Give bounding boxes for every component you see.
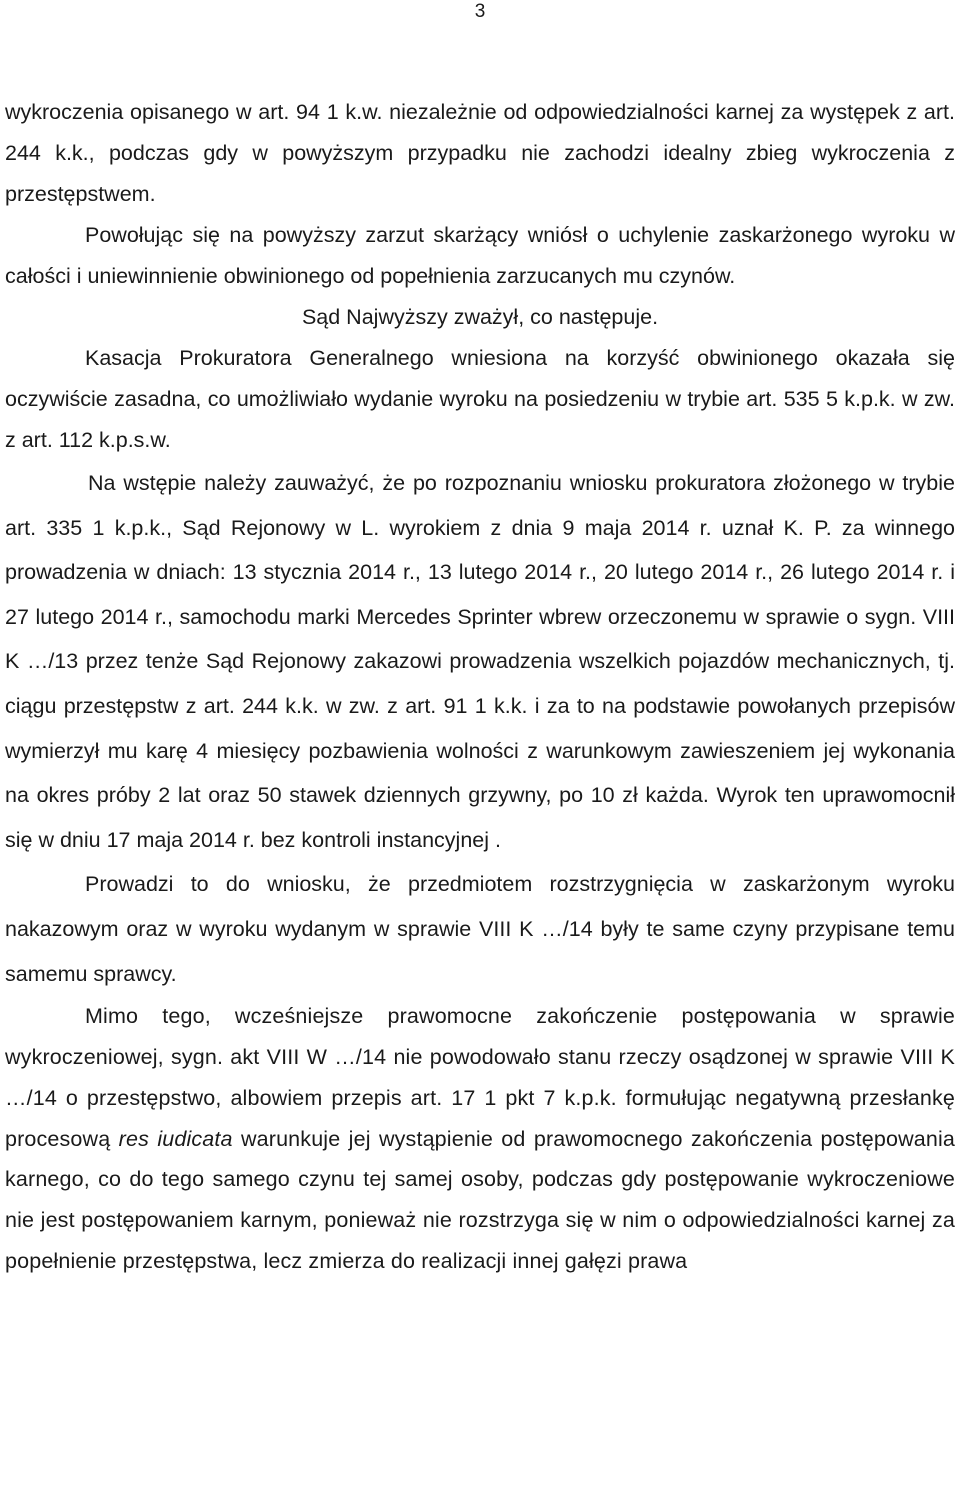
paragraph-text-after: warunkuje jej wystąpienie od prawomocnego zakończenia postępowania karnego, co do tego samego czynu tej samej osoby, podczas gdy postępowanie wykroczeniowe nie jest postępowaniem karnym, ponieważ nie rozstrzyga się w nim o odpowiedzialności karnej za popełnienie przestępstwa, lecz zmierza do realizacji innej gałęzi prawa <box>5 1126 955 1273</box>
paragraph-continuation: wykroczenia opisanego w art. 94 1 k.w. niezależnie od odpowiedzialności karnej za występek z art. 244 k.k., podczas gdy w powyższym przypadku nie zachodzi idealny zbieg wykroczenia z przestępstwem. <box>5 100 955 206</box>
page-number: 3 <box>474 1 486 22</box>
paragraph-appeal-request: Powołując się na powyższy zarzut skarżący wniósł o uchylenie zaskarżonego wyroku w całości i uniewinnienie obwinionego od popełnienia zarzucanych mu czynów. <box>5 223 955 288</box>
paragraph-district-court-judgment: Na wstępie należy zauważyć, że po rozpoznaniu wniosku prokuratora złożonego w trybie art. 335 1 k.p.k., Sąd Rejonowy w L. wyrokiem z dnia 9 maja 2014 r. uznał K. P. za winnego prowadzenia w dniach: 13 stycznia 2014 r., 13 lutego 2014 r., 20 lutego 2014 r., 26 lutego 2014 r. i 27 lutego 2014 r., samochodu marki Mercedes Sprinter wbrew orzeczonemu w sprawie o sygn. VIII K …/13 przez tenże Sąd Rejonowy zakazowi prowadzenia wszelkich pojazdów mechanicznych, tj. ciągu przestępstw z art. 244 k.k. w zw. z art. 91 1 k.k. i za to na podstawie powołanych przepisów wymierzył mu karę 4 miesięcy pozbawienia wolności z warunkowym zawieszeniem jej wykonania na okres próby 2 lat oraz 50 stawek dziennych grzywny, po 10 zł każda. Wyrok ten uprawomocnił się w dniu 17 maja 2014 r. bez kontroli instancyjnej . <box>5 471 955 852</box>
paragraph-text-before: Mimo tego, wcześniejsze prawomocne zakończenie postępowania w sprawie wykroczeniowej, sygn. akt VIII W …/14 nie powodowało stanu rzeczy osądzonej w sprawie VIII K …/14 o przestępstwo, albowiem przepis art. 17 1 pkt 7 k.p.k. formułując negatywną przesłankę procesową <box>5 1004 955 1151</box>
document-body <box>5 92 955 1282</box>
paragraph-conclusion: Prowadzi to do wniosku, że przedmiotem rozstrzygnięcia w zaskarżonym wyroku nakazowym oraz w wyroku wydanym w sprawie VIII K …/14 były te same czyny przypisane temu samemu sprawcy. <box>5 872 955 986</box>
latin-term: res iudicata <box>118 1126 233 1151</box>
paragraph-court-considered: Sąd Najwyższy zważył, co następuje. <box>301 305 659 329</box>
paragraph-res-iudicata <box>5 996 955 1282</box>
paragraph-cassation-grounds: Kasacja Prokuratora Generalnego wniesiona na korzyść obwinionego okazała się oczywiście zasadna, co umożliwiało wydanie wyroku na posiedzeniu w trybie art. 535 5 k.p.k. w zw. z art. 112 k.p.s.w. <box>5 346 955 452</box>
